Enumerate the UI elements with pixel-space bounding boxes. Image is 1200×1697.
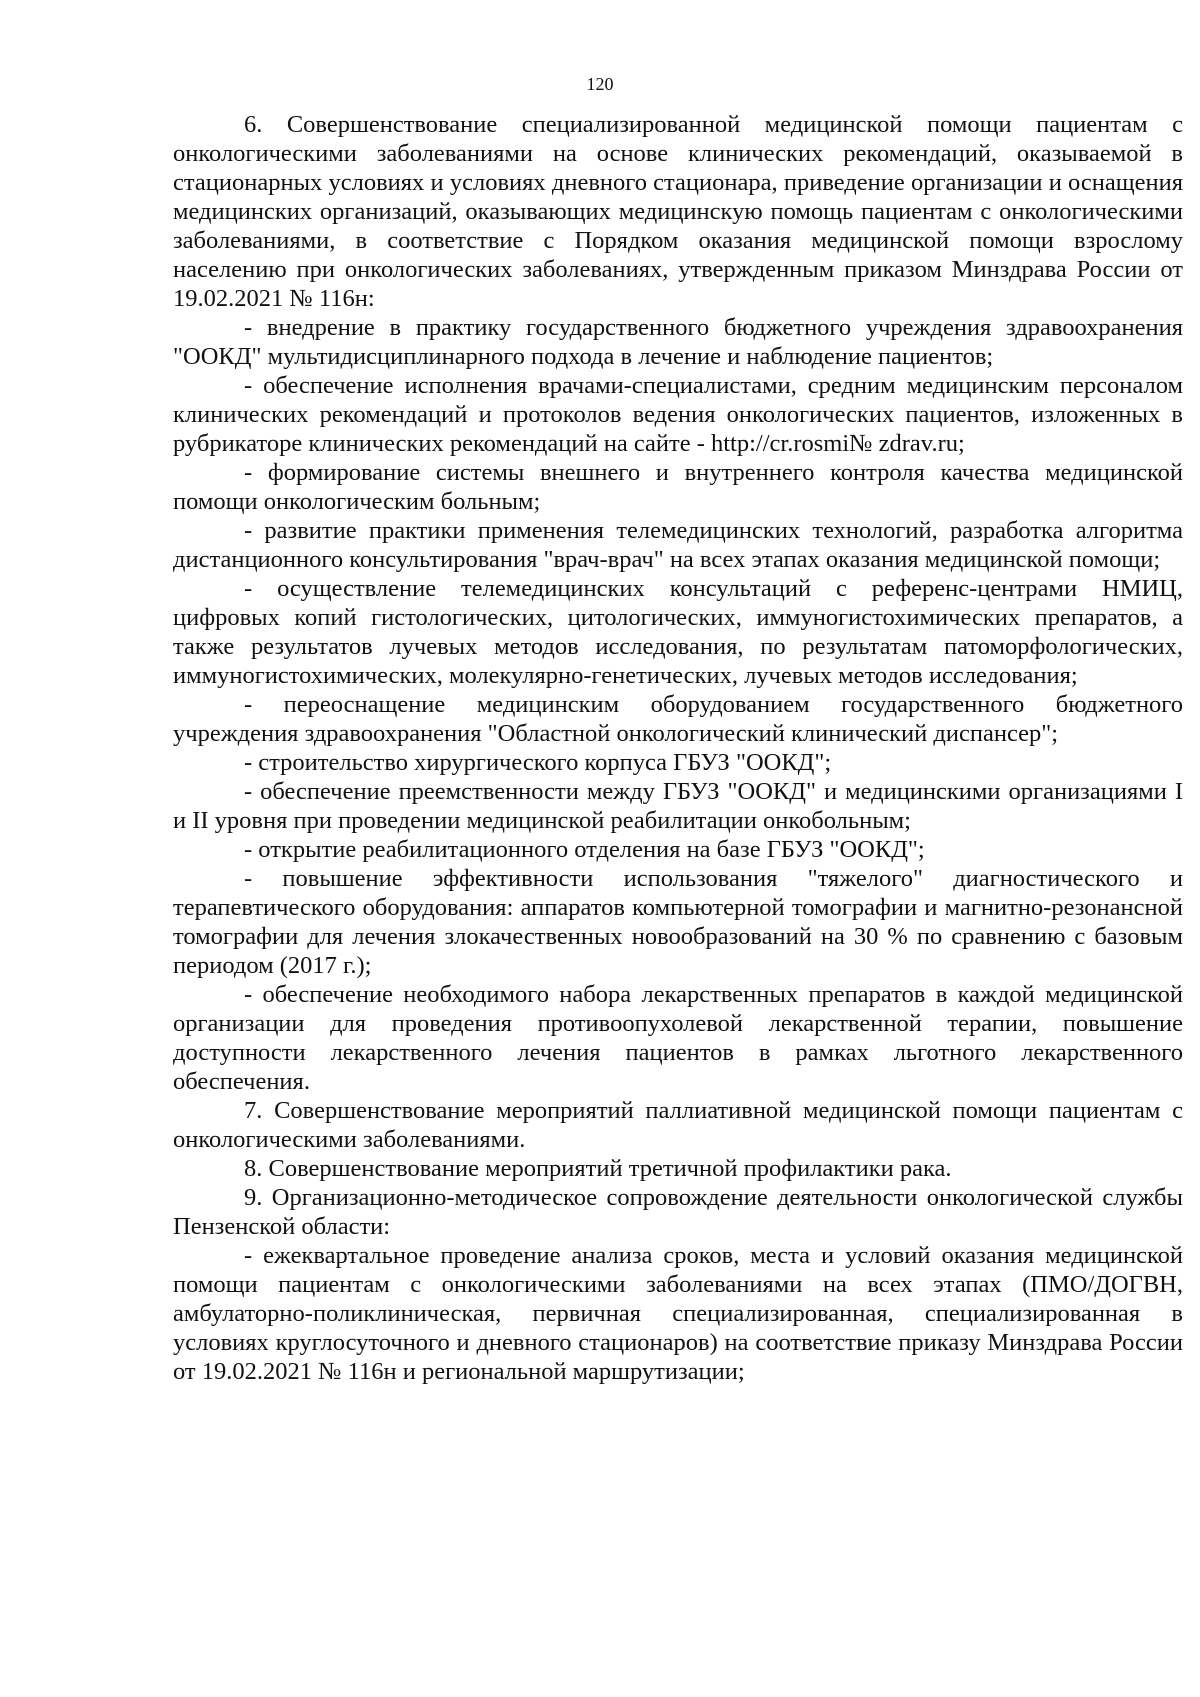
list-item: - развитие практики применения телемедицинских технологий, разработка алгоритма дистанционного консультирования "врач-врач" на всех этапах оказания медицинской помощи; [173,517,1183,573]
list-item: - строительство хирургического корпуса ГБУЗ "ООКД"; [244,749,832,776]
list-item: - осуществление телемедицинских консультаций с референс-центрами НМИЦ, цифровых копий гистологических, цитологических, иммуногистохимических препаратов, а также результатов лучевых методов исследования, по результатам патоморфологических, иммуногистохимических, молекулярно-генетических, лучевых методов исследования; [173,575,1183,689]
paragraph-7: 7. Совершенствование мероприятий паллиативной медицинской помощи пациентам с онкологическими заболеваниями. [173,1097,1183,1153]
list-item: - обеспечение необходимого набора лекарственных препаратов в каждой медицинской организации для проведения противоопухолевой лекарственной терапии, повышение доступности лекарственного лечения пациентов в рамках льготного лекарственного обеспечения. [173,981,1183,1095]
list-item: - обеспечение преемственности между ГБУЗ "ООКД" и медицинскими организациями I и II уровня при проведении медицинской реабилитации онкобольным; [173,778,1183,834]
list-item: - переоснащение медицинским оборудованием государственного бюджетного учреждения здравоохранения "Областной онкологический клинический диспансер"; [173,691,1183,747]
page-number: 120 [586,74,614,94]
paragraph-6-header: 6. Совершенствование специализированной медицинской помощи пациентам с онкологическими заболеваниями на основе клинических рекомендаций, оказываемой в стационарных условиях и условиях дневного стационара, приведение организации и оснащения медицинских организаций, оказывающих медицинскую помощь пациентам с онкологическими заболеваниями, в соответствие с Порядком оказания медицинской помощи взрослому населению при онкологических заболеваниях, утвержденным приказом Минздрава России от 19.02.2021 № 116н: [173,111,1183,312]
list-item: - повышение эффективности использования "тяжелого" диагностического и терапевтического оборудования: аппаратов компьютерной томографии и магнитно-резонансной томографии для лечения злокачественных новообразований на 30 % по сравнению с базовым периодом (2017 г.); [173,865,1183,979]
list-item: - открытие реабилитационного отделения на базе ГБУЗ "ООКД"; [244,836,925,863]
list-item: - обеспечение исполнения врачами-специалистами, средним медицинским персоналом клинических рекомендаций и протоколов ведения онкологических пациентов, изложенных в рубрикаторе клинических рекомендаций на сайте - http://cr.rosmi№ zdrav.ru; [173,372,1183,457]
paragraph-8: 8. Совершенствование мероприятий третичной профилактики рака. [244,1155,952,1182]
list-item: - внедрение в практику государственного бюджетного учреждения здравоохранения "ООКД" мультидисциплинарного подхода в лечение и наблюдение пациентов; [173,314,1183,370]
paragraph-9-header: 9. Организационно-методическое сопровождение деятельности онкологической службы Пензенской области: [173,1184,1183,1240]
list-item: - формирование системы внешнего и внутреннего контроля качества медицинской помощи онкологическим больным; [173,459,1183,515]
document-body [173,110,1183,1386]
list-item: - ежеквартальное проведение анализа сроков, места и условий оказания медицинской помощи пациентам с онкологическими заболеваниями на всех этапах (ПМО/ДОГВН, амбулаторно-поликлиническая, первичная специализированная, специализированная в условиях круглосуточного и дневного стационаров) на соответствие приказу Минздрава России от 19.02.2021 № 116н и региональной маршрутизации; [173,1242,1183,1385]
